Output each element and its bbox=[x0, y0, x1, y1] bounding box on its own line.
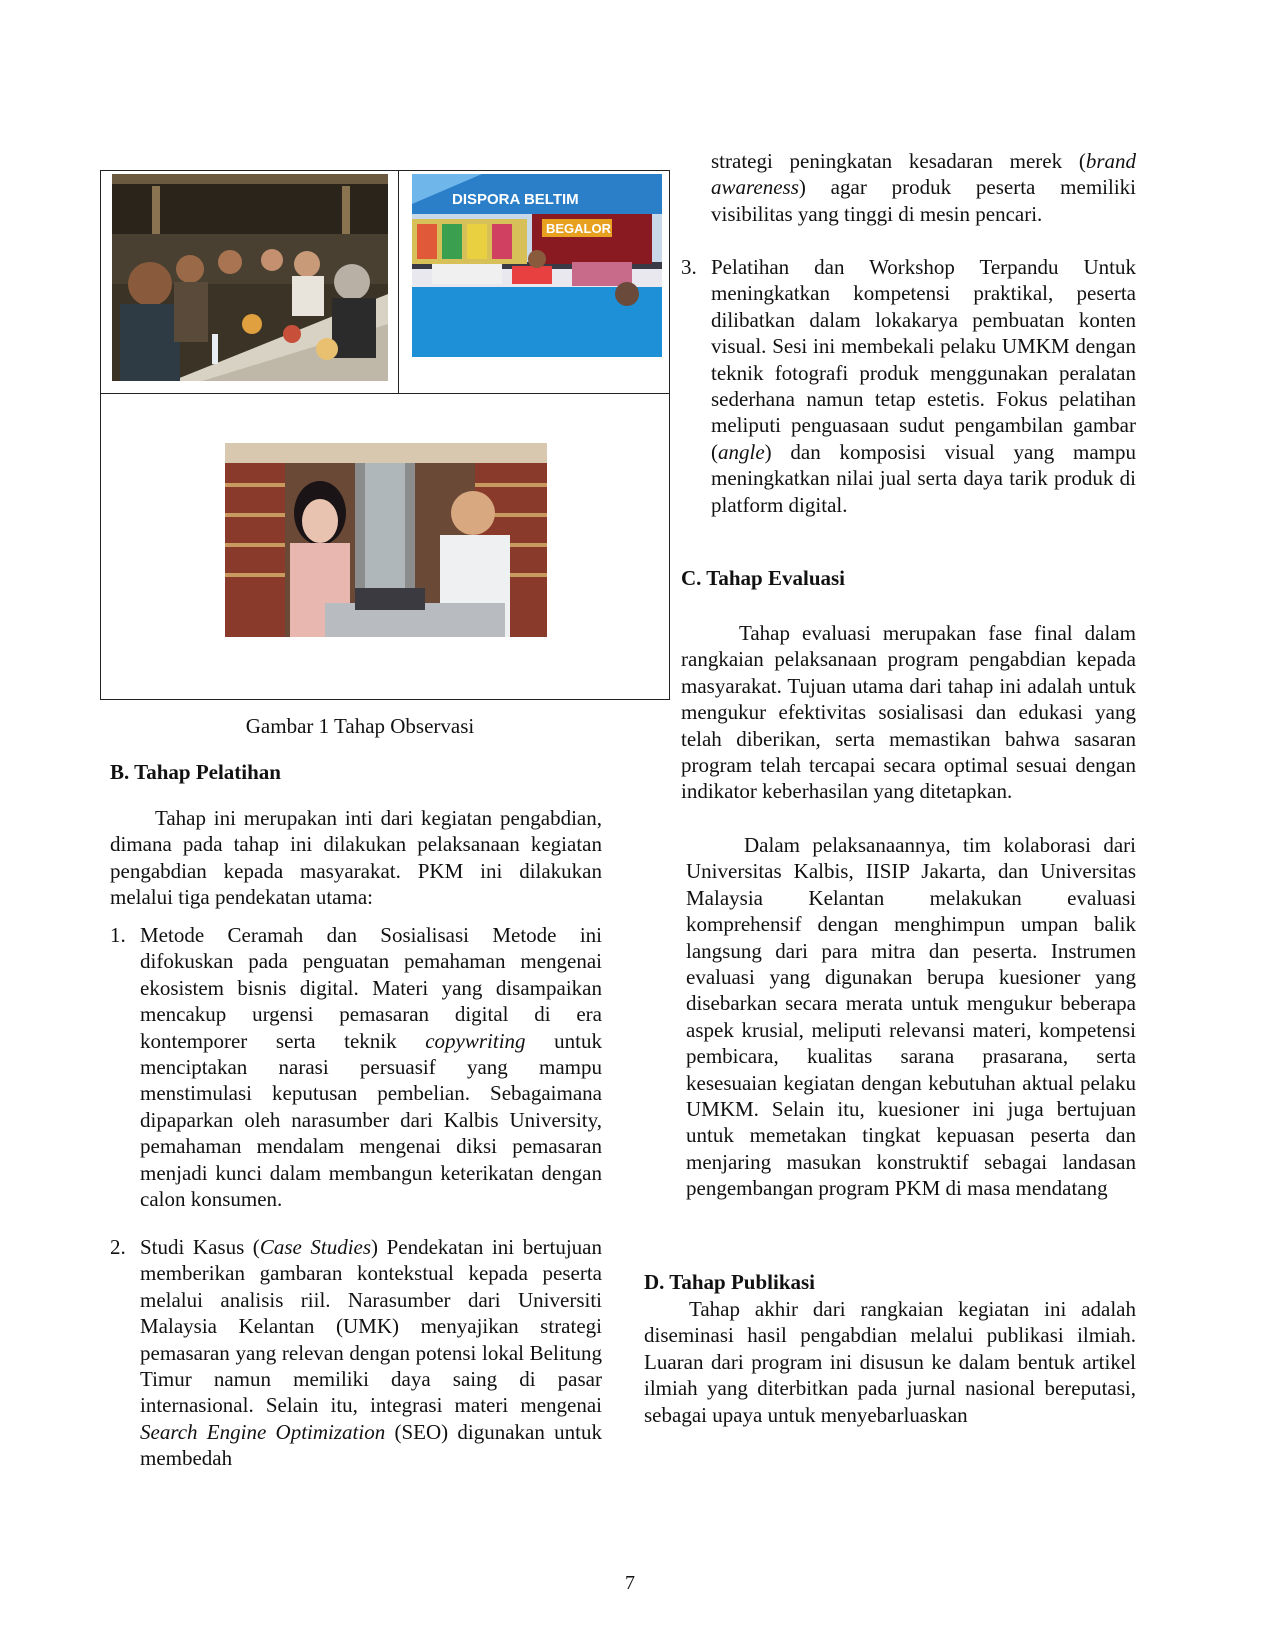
list-item-emphasis: Case Studies bbox=[259, 1235, 372, 1259]
figure-divider-horizontal bbox=[101, 393, 669, 394]
list-item-emphasis: brand awareness bbox=[711, 149, 1136, 200]
list-item-emphasis: copywriting bbox=[425, 1028, 526, 1053]
list-item-text: ) agar produk peserta memiliki visibilitas yang tinggi di mesin pencari. bbox=[711, 175, 1136, 226]
paragraph-evaluasi-2: Dalam pelaksanaannya, tim kolaborasi dari Universitas Kalbis, IISIP Jakarta, dan Universitas Malaysia Kelantan melakukan evaluasi komprehensif dengan menghimpun umpan balik langsung dari para mitra dan peserta. Instrumen evaluasi yang digunakan berupa kuesioner yang disebarkan secara merata untuk mengukur beberapa aspek krusial, meliputi relevansi materi, kompetensi pembicara, kualitas sarana prasarana, serta kesesuaian kegiatan dengan kebutuhan aktual pelaku UMKM. Selain itu, kuesioner ini juga bertujuan untuk memetakan tingkat kepuasan peserta dan menjaring masukan konstruktif sebagai landasan pengembangan program PKM di masa mendatang bbox=[686, 833, 1136, 1201]
list-item-2-continued bbox=[711, 148, 1136, 227]
photo-library-meeting bbox=[225, 443, 547, 637]
figure-observation bbox=[100, 170, 670, 700]
section-heading-b: B. Tahap Pelatihan bbox=[110, 760, 281, 784]
photo-dinner-gathering bbox=[112, 174, 388, 381]
figure-caption: Gambar 1 Tahap Observasi bbox=[245, 714, 475, 738]
list-item-text: (SEO) digunakan untuk membedah bbox=[140, 1419, 602, 1471]
section-heading-c: C. Tahap Evaluasi bbox=[681, 566, 846, 590]
list-item-text: strategi peningkatan kesadaran merek ( bbox=[711, 149, 1086, 173]
page-number: 7 bbox=[625, 1572, 635, 1594]
list-item-text: ) dan komposisi visual yang mampu meningkatkan nilai jual serta daya tarik produk di platform digital. bbox=[711, 439, 1136, 517]
list-item-number: 2. bbox=[110, 1235, 126, 1259]
list-item-emphasis: angle bbox=[718, 439, 765, 464]
booth-brand-text: BEGALOR bbox=[546, 221, 611, 236]
list-item-text: Pelatihan dan Workshop Terpandu Untuk meningkatkan kompetensi praktikal, peserta dilibatkan dalam lokakarya pembuatan konten visual. Sesi ini membekali pelaku UMKM dengan teknik fotografi produk menggunakan peralatan sederhana namun tetap estetis. Fokus pelatihan meliputi penguasaan sudut pengambilan gambar ( bbox=[711, 255, 1136, 464]
list-item-text: Metode Ceramah dan Sosialisasi Metode ini difokuskan pada penguatan pemahaman mengenai ekosistem bisnis digital. Materi yang disampaikan mencakup urgensi pemasaran digital di era kontemporer serta teknik bbox=[140, 923, 602, 1053]
list-item-text: Studi Kasus ( bbox=[140, 1235, 260, 1259]
list-item-number: 3. bbox=[681, 255, 697, 279]
section-heading-d: D. Tahap Publikasi bbox=[644, 1270, 816, 1294]
list-item-3 bbox=[681, 254, 1136, 518]
list-item-1 bbox=[110, 922, 602, 1212]
paragraph-pelatihan-intro: Tahap ini merupakan inti dari kegiatan pengabdian, dimana pada tahap ini dilakukan pelaksanaan kegiatan pengabdian kepada masyarakat. PKM ini dilakukan melalui tiga pendekatan utama: bbox=[110, 806, 602, 910]
paragraph-publikasi: Tahap akhir dari rangkaian kegiatan ini adalah diseminasi hasil pengabdian melalui publikasi ilmiah. Luaran dari program ini disusun ke dalam bentuk artikel ilmiah yang diterbitkan pada jurnal nasional bereputasi, sebagai upaya untuk menyebarluaskan bbox=[644, 1297, 1136, 1427]
list-item-text: untuk menciptakan narasi persuasif yang mampu menstimulasi keputusan pembelian. Sebagaimana dipaparkan oleh narasumber dari Kalbis University, pemahaman mendalam mengenai diksi pemasaran menjadi kunci dalam membangun keterikatan dengan calon konsumen. bbox=[140, 1028, 602, 1212]
booth-banner-text: DISPORA BELTIM bbox=[452, 191, 579, 208]
list-item-number: 1. bbox=[110, 923, 126, 947]
photo-food-booth bbox=[412, 174, 662, 357]
list-item-text: ) Pendekatan ini bertujuan memberikan gambaran kontekstual kepada peserta melalui analisis riil. Narasumber dari Universiti Malaysia Kelantan (UMK) menyajikan strategi pemasaran yang relevan dengan potensi lokal Belitung Timur namun memiliki daya saing di pasar internasional. Selain itu, integrasi materi mengenai bbox=[140, 1235, 602, 1418]
paragraph-evaluasi-1: Tahap evaluasi merupakan fase final dalam rangkaian pelaksanaan program pengabdian kepada masyarakat. Tujuan utama dari tahap ini adalah untuk mengukur efektivitas sosialisasi dan edukasi yang telah diberikan, serta memastikan bahwa sasaran program telah tercapai secara optimal sesuai dengan indikator keberhasilan yang ditetapkan. bbox=[681, 621, 1136, 804]
figure-divider-vertical bbox=[398, 171, 399, 393]
list-item-2 bbox=[110, 1234, 602, 1472]
list-item-emphasis: Search Engine Optimization bbox=[140, 1419, 386, 1444]
